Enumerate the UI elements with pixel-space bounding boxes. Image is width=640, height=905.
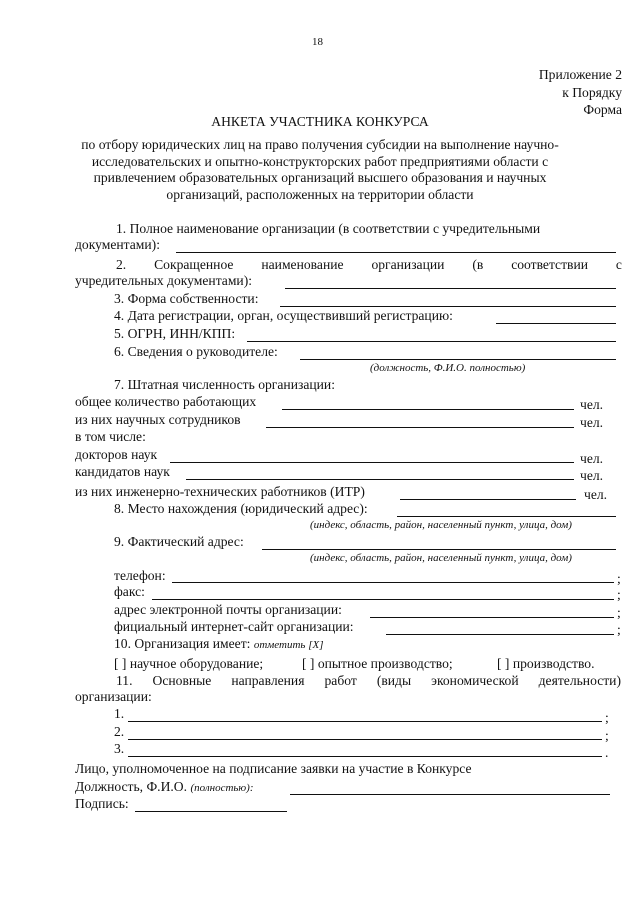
fax-field[interactable] [152, 599, 614, 600]
scientific-staff-label: из них научных сотрудников [75, 412, 241, 427]
item-11-label: 11. Основные направления работ (виды экономической деятельности) [116, 673, 621, 688]
option-production[interactable]: [ ] производство. [497, 656, 595, 671]
total-staff-field[interactable] [282, 409, 574, 410]
item-4-field[interactable] [496, 323, 616, 324]
website-field[interactable] [386, 634, 614, 635]
doctors-field[interactable] [170, 462, 574, 463]
item-2-field[interactable] [285, 288, 616, 289]
direction-1-number: 1. [114, 706, 125, 721]
direction-3-field[interactable] [128, 756, 602, 757]
direction-1-field[interactable] [128, 721, 602, 722]
appendix-line-1: Приложение 2 [538, 67, 622, 82]
item-6-field[interactable] [300, 359, 616, 360]
signature-field[interactable] [135, 811, 287, 812]
item-1-field[interactable] [176, 252, 616, 253]
candidates-field[interactable] [186, 479, 574, 480]
scientific-staff-unit: чел. [580, 415, 604, 430]
item-7-label: 7. Штатная численность организации: [114, 377, 335, 392]
candidates-label: кандидатов наук [75, 464, 170, 479]
subtitle-line-4: организаций, расположенных на территории области [166, 187, 474, 202]
subtitle-line-2: исследовательских и опытно-конструкторских работ предприятиями области с [91, 154, 549, 169]
direction-2-field[interactable] [128, 739, 602, 740]
itr-label: из них инженерно-технических работников (ИТР) [75, 484, 365, 499]
candidates-unit: чел. [580, 468, 604, 483]
direction-1-end: ; [605, 710, 609, 725]
item-2-label: 2. Сокращенное наименование организации (в соответствии с [116, 257, 622, 272]
item-2-label-cont: учредительных документами): [75, 273, 253, 288]
website-label: фициальный интернет-сайт организации: [114, 619, 354, 634]
signature-label: Подпись: [75, 796, 129, 811]
doctors-unit: чел. [580, 451, 604, 466]
fax-end: ; [617, 587, 621, 602]
total-staff-unit: чел. [580, 397, 604, 412]
item-6-label: 6. Сведения о руководителе: [114, 344, 278, 359]
appendix-line-2: к Порядку [562, 85, 622, 100]
page-number: 18 [312, 36, 323, 48]
appendix-line-3: Форма [583, 102, 622, 117]
item-6-hint: (должность, Ф.И.О. полностью) [370, 362, 526, 374]
doctors-label: докторов наук [75, 447, 158, 462]
subtitle-line-1: по отбору юридических лиц на право получения субсидии на выполнение научно- [81, 137, 559, 152]
direction-2-end: ; [605, 728, 609, 743]
itr-field[interactable] [400, 499, 576, 500]
scientific-staff-field[interactable] [266, 427, 574, 428]
direction-2-number: 2. [114, 724, 125, 739]
item-9-hint: (индекс, область, район, населенный пункт, улица, дом) [310, 552, 572, 564]
fax-label: факс: [114, 584, 145, 599]
item-1-label: 1. Полное наименование организации (в соответствии с учредительными [116, 221, 541, 236]
item-3-field[interactable] [280, 306, 616, 307]
email-field[interactable] [370, 617, 614, 618]
item-3-label: 3. Форма собственности: [114, 291, 259, 306]
item-9-field[interactable] [262, 549, 616, 550]
website-end: ; [617, 622, 621, 637]
itr-unit: чел. [584, 487, 608, 502]
total-staff-label: общее количество работающих [75, 394, 257, 409]
subtitle-line-3: привлечением образовательных организаций высшего образования и научных [93, 170, 547, 185]
authorized-person-label: Лицо, уполномоченное на подписание заявки на участие в Конкурсе [75, 761, 472, 776]
including-label: в том числе: [75, 429, 146, 444]
phone-field[interactable] [172, 582, 614, 583]
option-pilot-production[interactable]: [ ] опытное производство; [302, 656, 453, 671]
item-10-hint: отметить [X] [253, 639, 324, 651]
item-5-field[interactable] [247, 341, 616, 342]
item-8-label: 8. Место нахождения (юридический адрес): [114, 501, 368, 516]
item-10-label: 10. Организация имеет: отметить [X] [114, 636, 324, 651]
item-11-label-cont: организации: [75, 689, 152, 704]
direction-3-number: 3. [114, 741, 125, 756]
direction-3-end: . [605, 745, 609, 760]
phone-label: телефон: [114, 568, 166, 583]
position-field[interactable] [290, 794, 610, 795]
item-8-hint: (индекс, область, район, населенный пункт, улица, дом) [310, 519, 572, 531]
form-title: АНКЕТА УЧАСТНИКА КОНКУРСА [211, 114, 429, 129]
item-9-label: 9. Фактический адрес: [114, 534, 244, 549]
phone-end: ; [617, 571, 621, 586]
option-scientific-equipment[interactable]: [ ] научное оборудование; [114, 656, 264, 671]
item-8-field[interactable] [397, 516, 616, 517]
email-end: ; [617, 605, 621, 620]
item-1-label-cont: документами): [75, 237, 160, 252]
email-label: адрес электронной почты организации: [114, 602, 342, 617]
item-5-label: 5. ОГРН, ИНН/КПП: [114, 326, 236, 341]
item-4-label: 4. Дата регистрации, орган, осуществивший регистрацию: [114, 308, 453, 323]
position-label: Должность, Ф.И.О. (полностью): [75, 779, 254, 794]
